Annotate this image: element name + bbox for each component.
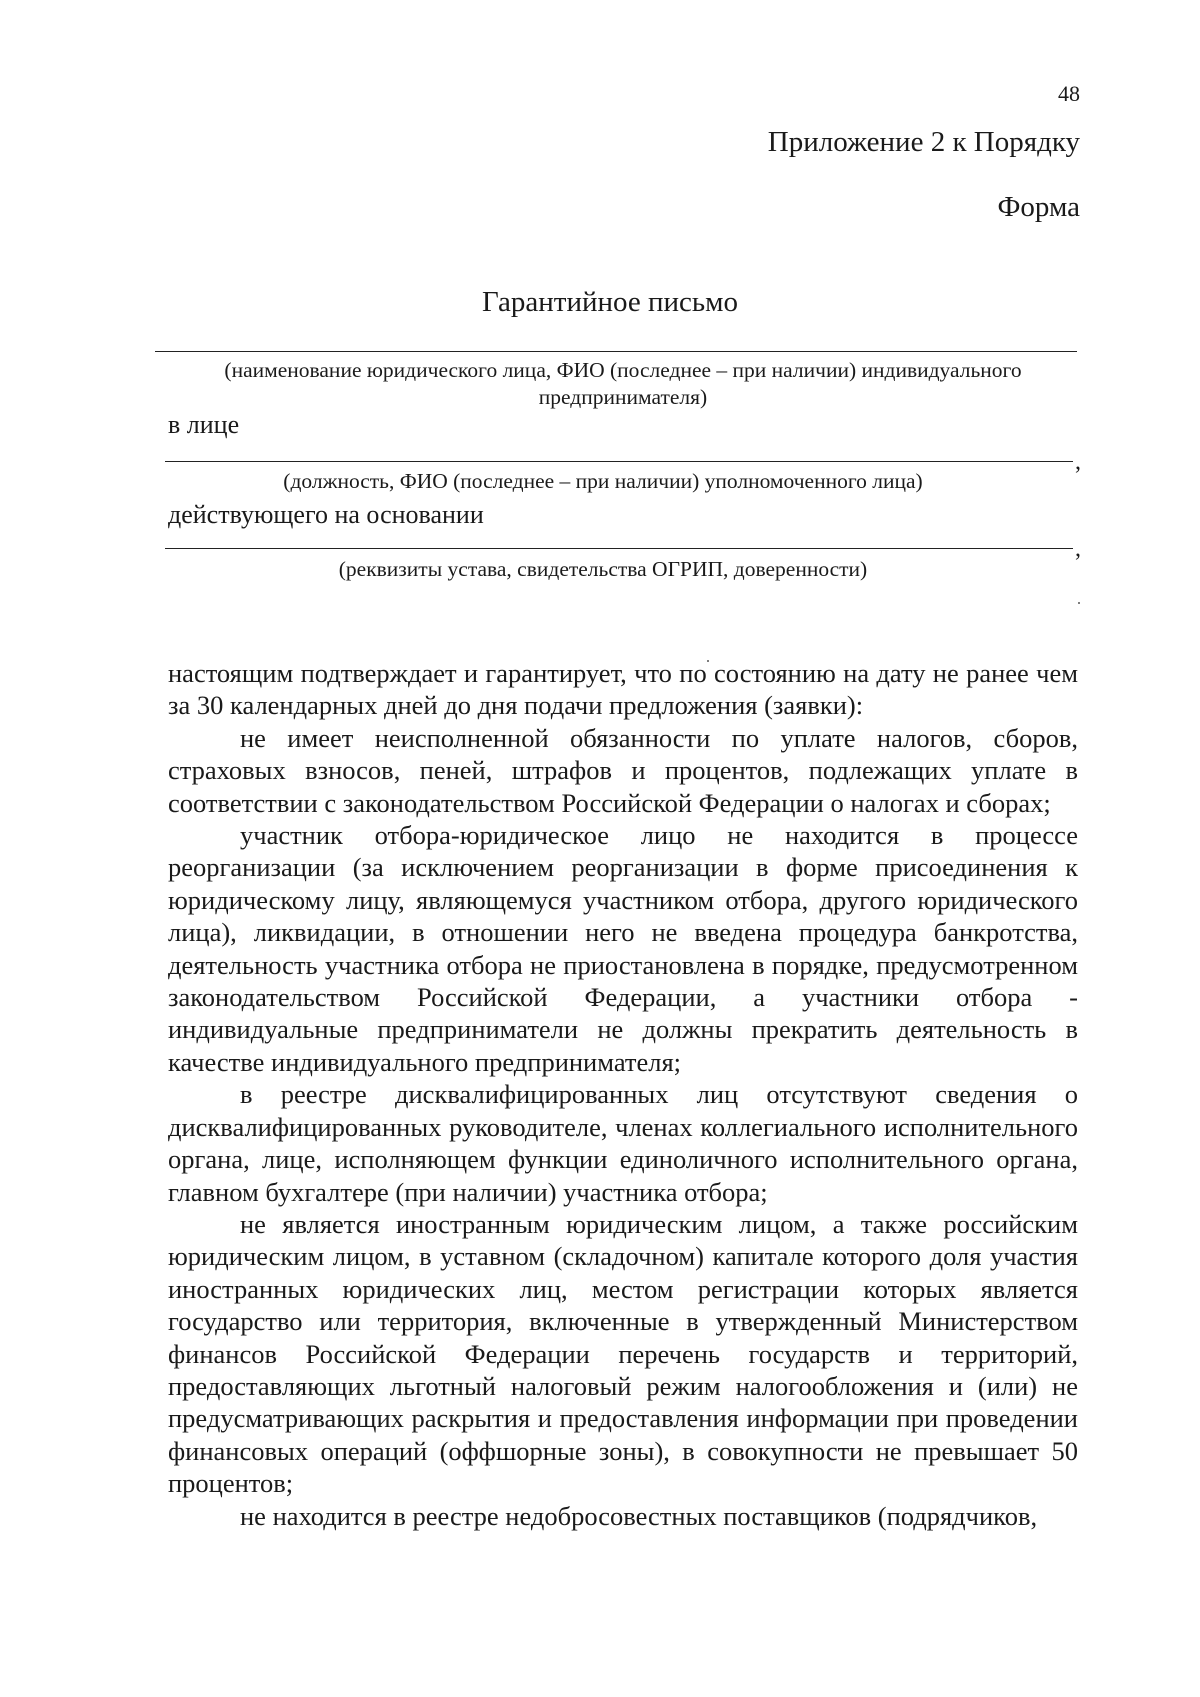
body-paragraph-registry: не находится в реестре недобросовестных поставщиков (подрядчиков, [240,1500,1038,1531]
scan-speck [1078,602,1080,604]
body-paragraph-intro: настоящим подтверждает и гарантирует, что по состоянию на дату не ранее чем за 30 календарных дней до дня подачи предложения (заявки): [168,658,1078,721]
letter-body [168,657,1078,1532]
position-line [165,461,1073,462]
position-line-comma: , [1075,449,1081,475]
body-paragraph-foreign-entity: не является иностранным юридическим лицом, а также российским юридическим лицом, в уставном (складочном) капитале которого доля участия иностранных юридических лиц, местом регистрации которых является государство или территория, включенные в утвержденный Министерством финансов Российской Федерации перечень государств и территорий, предоставляющих льготный налоговый режим налогообложения и (или) не предусматривающих раскрытия и предоставления информации при проведении финансовых операций (оффшорные зоны), в совокупности не превышает 50 процентов; [168,1208,1078,1499]
page-number: 48 [1058,81,1080,106]
acting-basis-label: действующего на основании [168,500,484,529]
entity-name-line [155,351,1077,352]
position-caption: (должность, ФИО (последнее – при наличии) уполномоченного лица) [283,469,923,493]
requisites-line-comma: , [1075,536,1081,562]
form-label: Форма [997,191,1080,223]
entity-name-caption: (наименование юридического лица, ФИО (последнее – при наличии) индивидуального предпринимателя) [224,358,1022,409]
document-title: Гарантийное письмо [481,286,738,318]
body-paragraph-reorganization: участник отбора-юридическое лицо не находится в процессе реорганизации (за исключением реорганизации в форме присоединения к юридическому лицу, являющемуся участником отбора, другого юридического лица), ликвидации, в отношении него не введена процедура банкротства, деятельность участника отбора не приостановлена в порядке, предусмотренном законодательством Российской Федерации, а участники отбора - индивидуальные предприниматели не должны прекратить деятельность в качестве индивидуального предпринимателя; [168,820,1078,1077]
represented-by-label: в лице [168,410,240,439]
appendix-reference: Приложение 2 к Порядку [767,126,1080,158]
body-paragraph-disqualified: в реестре дисквалифицированных лиц отсутствуют сведения о дисквалифицированных руководителе, членах коллегиального исполнительного органа, лице, исполняющем функции единоличного исполнительного органа, главном бухгалтере (при наличии) участника отбора; [168,1079,1078,1207]
requisites-caption: (реквизиты устава, свидетельства ОГРИП, доверенности) [338,557,868,581]
body-paragraph-taxes: не имеет неисполненной обязанности по уплате налогов, сборов, страховых взносов, пеней, штрафов и процентов, подлежащих уплате в соответствии с законодательством Российской Федерации о налогах и сборах; [168,722,1078,818]
requisites-line [165,548,1073,549]
